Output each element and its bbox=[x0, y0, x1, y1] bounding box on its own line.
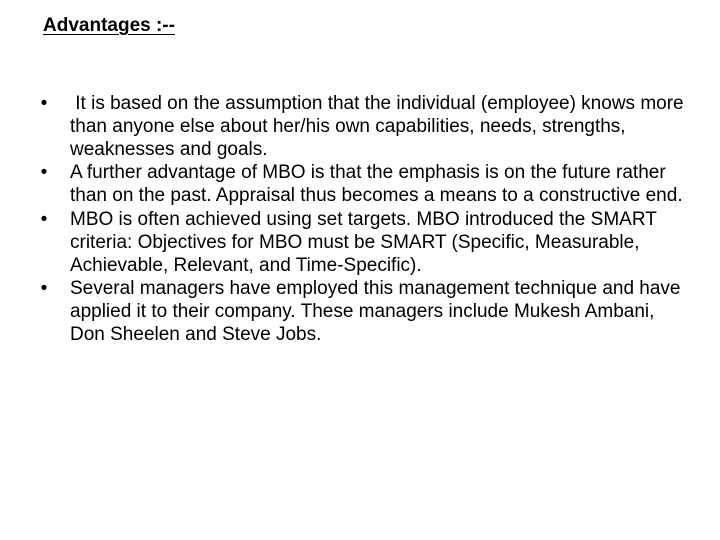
bullet-item bbox=[34, 209, 684, 277]
bullet-icon: • bbox=[40, 208, 48, 230]
bullet-list bbox=[34, 93, 689, 348]
bullet-item bbox=[34, 278, 684, 346]
bullet-icon: • bbox=[40, 93, 48, 114]
bullet-icon: • bbox=[40, 162, 48, 184]
bullet-item bbox=[34, 162, 684, 208]
slide-title: Advantages :-- bbox=[43, 15, 175, 36]
bullet-text: A further advantage of MBO is that the emphasis is on the future rather than on the past. Appraisal thus becomes a means to a constructive end. bbox=[70, 162, 683, 207]
bullet-text: Several managers have employed this management technique and have applied it to their company. These managers include Mukesh Ambani, Don Sheelen and Steve Jobs. bbox=[70, 278, 681, 345]
bullet-text: MBO is often achieved using set targets. MBO introduced the SMART criteria: Objectives for MBO must be SMART (Specific, Measurable, Achievable, Relevant, and Time-Specific). bbox=[70, 208, 657, 276]
bullet-text: It is based on the assumption that the individual (employee) knows more than anyone else about her/his own capabilities, needs, strengths, weaknesses and goals. bbox=[70, 93, 689, 160]
bullet-icon: • bbox=[40, 278, 48, 300]
bullet-item bbox=[34, 93, 689, 161]
